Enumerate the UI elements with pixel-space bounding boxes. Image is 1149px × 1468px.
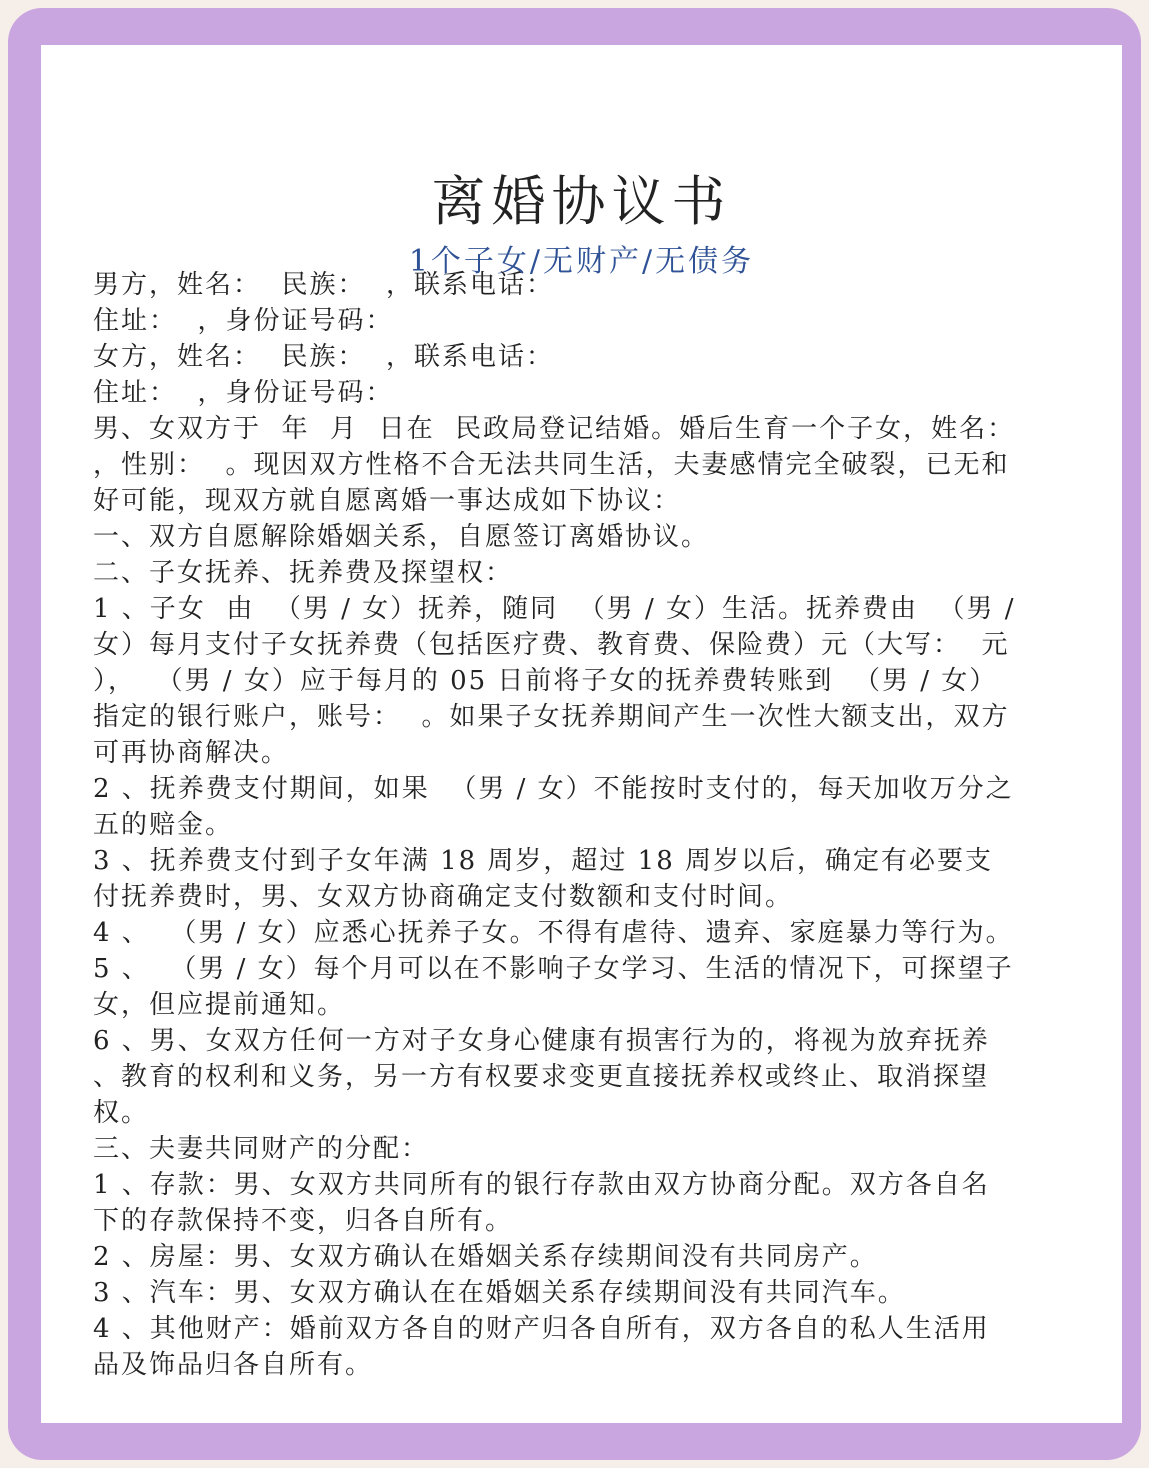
text-line: ，性别： 。现因双方性格不合无法共同生活，夫妻感情完全破裂，已无和 — [93, 450, 1010, 480]
section-heading: 一、双方自愿解除婚姻关系，自愿签订离婚协议。 — [93, 522, 710, 552]
text-line: 3 、汽车：男、女双方确认在在婚姻关系存续期间没有共同汽车。 — [93, 1278, 906, 1308]
text-line: 1 、子女 由 （男 / 女）抚养，随同 （男 / 女）生活。抚养费由 （男 / — [93, 594, 1016, 624]
text-line: 好可能，现双方就自愿离婚一事达成如下协议： — [93, 486, 682, 516]
text-line: 1 、存款：男、女双方共同所有的银行存款由双方协商分配。双方各自名 — [93, 1170, 990, 1200]
text-line: 2 、抚养费支付期间，如果 （男 / 女）不能按时支付的，每天加收万分之 — [93, 774, 1014, 804]
document-title: 离婚协议书 — [431, 170, 732, 233]
text-line: 住址： ，身份证号码： — [93, 378, 394, 408]
text-line: 女方，姓名： 民族： ，联系电话： — [93, 342, 555, 372]
text-line: 下的存款保持不变，归各自所有。 — [93, 1206, 514, 1236]
text-line: 女）每月支付子女抚养费（包括医疗费、教育费、保险费）元（大写： 元 — [93, 630, 1010, 660]
text-line: 4 、其他财产：婚前双方各自的财产归各自所有，双方各自的私人生活用 — [93, 1314, 990, 1344]
text-line: 五的赔金。 — [93, 810, 234, 840]
text-line: 指定的银行账户，账号： 。如果子女抚养期间产生一次性大额支出，双方 — [93, 702, 1010, 732]
text-line: 付抚养费时，男、女双方协商确定支付数额和支付时间。 — [93, 882, 794, 912]
text-line: 6 、男、女双方任何一方对子女身心健康有损害行为的，将视为放弃抚养 — [93, 1026, 990, 1056]
text-line: 5 、 （男 / 女）每个月可以在不影响子女学习、生活的情况下，可探望子 — [93, 954, 1014, 984]
text-line: 可再协商解决。 — [93, 738, 290, 768]
agreement-body — [93, 267, 1073, 1383]
text-line: 品及饰品归各自所有。 — [93, 1350, 374, 1380]
text-line: 男方，姓名： 民族： ，联系电话： — [93, 270, 555, 300]
text-line: 4 、 （男 / 女）应悉心抚养子女。不得有虐待、遗弃、家庭暴力等行为。 — [93, 918, 1014, 948]
section-heading: 二、子女抚养、抚养费及探望权： — [93, 558, 514, 588]
text-line: 权。 — [93, 1098, 150, 1128]
text-line: 2 、房屋：男、女双方确认在婚姻关系存续期间没有共同房产。 — [93, 1242, 878, 1272]
section-heading: 三、夫妻共同财产的分配： — [93, 1134, 430, 1164]
text-line: ）， （男 / 女）应于每月的 05 日前将子女的抚养费转账到 （男 / 女） — [93, 666, 998, 696]
text-line: 3 、抚养费支付到子女年满 18 周岁，超过 18 周岁以后，确定有必要支 — [93, 846, 994, 876]
document-subtitle: 1个子女/无财产/无债务 — [408, 244, 755, 279]
text-line: 女，但应提前通知。 — [93, 990, 346, 1020]
text-line: 男、女双方于 年 月 日在 民政局登记结婚。婚后生育一个子女，姓名： — [93, 414, 1016, 444]
text-line: 、教育的权利和义务，另一方有权要求变更直接抚养权或终止、取消探望 — [93, 1062, 990, 1092]
text-line: 住址： ，身份证号码： — [93, 306, 394, 336]
